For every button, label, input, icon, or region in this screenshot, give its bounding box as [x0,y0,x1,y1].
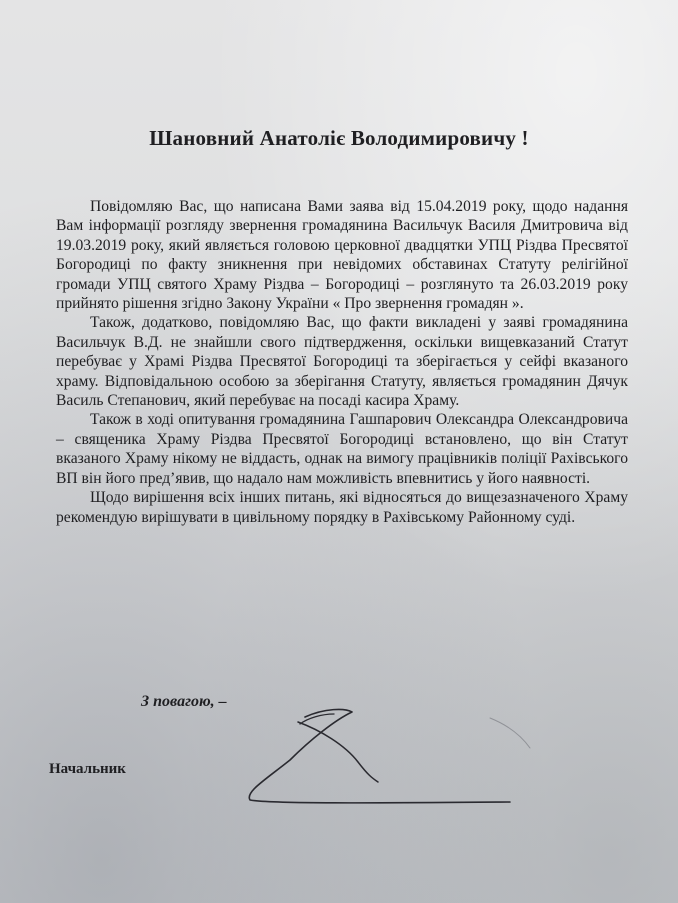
closing-phrase: З повагою, – [141,693,227,710]
paragraph-1: Повідомляю Вас, що написана Вами заява від 15.04.2019 року, щодо надання Вам інформації розгляду звернення громадянина Васильчук Василя Дмитровича від 19.03.2019 року, який являється головою церковної двадцятки УПЦ Різдва Пресвятої Богородиці по факту зникнення при невідомих обставинах Статуту релігійної громади УПЦ святого Храму Різдва – Богородиці – розглянуто та 26.03.2019 року прийнято рішення згідно Закону України « Про звернення громадян ». [56,198,628,313]
letter-body [56,197,628,527]
paragraph-2: Також, додатково, повідомляю Вас, що факти викладені у заяві громадянина Васильчук В.Д. не знайшли свого підтвердження, оскільки вищевказаний Статут перебуває у Храмі Різдва Пресвятої Богородиці та зберігається у сейфі вказаного храму. Відповідальною особою за зберігання Статуту, являється громадянин Дячук Василь Степанович, який перебуває на посаді касира Храму. [56,314,628,410]
letter-salutation: Шановний Анатоліє Володимировичу ! [149,126,529,150]
signatory-position: Начальник [49,761,126,777]
paragraph-3: Також в ході опитування громадянина Гашпарович Олександра Олександровича – священика Храму Різдва Пресвятої Богородиці встановлено, що він Статут вказаного Храму нікому не віддасть, однак на вимогу працівників поліції Рахівського ВП він його пред’явив, що надало нам можливість впевнитись у його наявності. [56,411,628,487]
paragraph-4: Щодо вирішення всіх інших питань, які відносяться до вищезазначеного Храму рекомендую вирішувати в цивільному порядку в Рахівському Районному суді. [56,489,628,526]
handwritten-signature [230,700,550,815]
